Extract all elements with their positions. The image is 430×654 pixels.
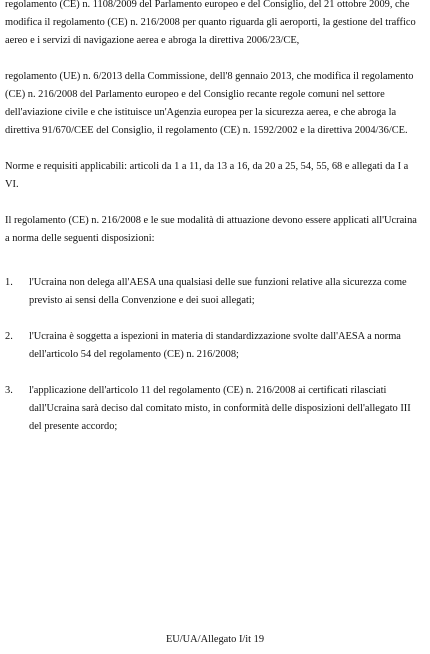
paragraph-regulation-6-2013: regolamento (UE) n. 6/2013 della Commissione, dell'8 gennaio 2013, che modifica il regolamento (CE) n. 216/2008 del Parlamento europeo e del Consiglio recante regole comuni nel settore dell'aviazione civile e che istituisce un'Agenzia europea per la sicurezza aerea, e che abroga la direttiva 91/670/CEE del Consiglio, il regolamento (CE) n. 1592/2002 e la direttiva 2004/36/CE. [5,71,414,136]
paragraph-regulation-1108-2009: regolamento (CE) n. 1108/2009 del Parlamento europeo e del Consiglio, del 21 ottobre 2009, che modifica il regolamento (CE) n. 216/2008 per quanto riguarda gli aeroporti, la gestione del traffico aereo e i servizi di navigazione aerea e abroga la direttiva 2006/23/CE, [5,0,416,46]
list-item-text: l'Ucraina è soggetta a ispezioni in materia di standardizzazione svolte dall'AESA a norma dell'articolo 54 del regolamento (CE) n. 216/2008; [29,331,401,360]
paragraph-application-provisions: Il regolamento (CE) n. 216/2008 e le sue modalità di attuazione devono essere applicati all'Ucraina a norma delle seguenti disposizioni: [5,215,417,244]
page-footer: EU/UA/Allegato I/it 19 [165,634,265,645]
paragraph-applicable-rules: Norme e requisiti applicabili: articoli da 1 a 11, da 13 a 16, da 20 a 25, 54, 55, 68 e allegati da I a VI. [5,161,409,190]
list-item-text: l'applicazione dell'articolo 11 del regolamento (CE) n. 216/2008 ai certificati rilasciati dall'Ucraina sarà deciso dal comitato misto, in conformità delle disposizioni dell'allegato III del presente accordo; [29,385,411,432]
list-item-number: 2. [5,331,13,342]
list-item-number: 1. [5,277,13,288]
list-item-number: 3. [5,385,13,396]
list-item-text: l'Ucraina non delega all'AESA una qualsiasi delle sue funzioni relative alla sicurezza come previsto ai sensi della Convenzione e dei suoi allegati; [29,277,407,306]
